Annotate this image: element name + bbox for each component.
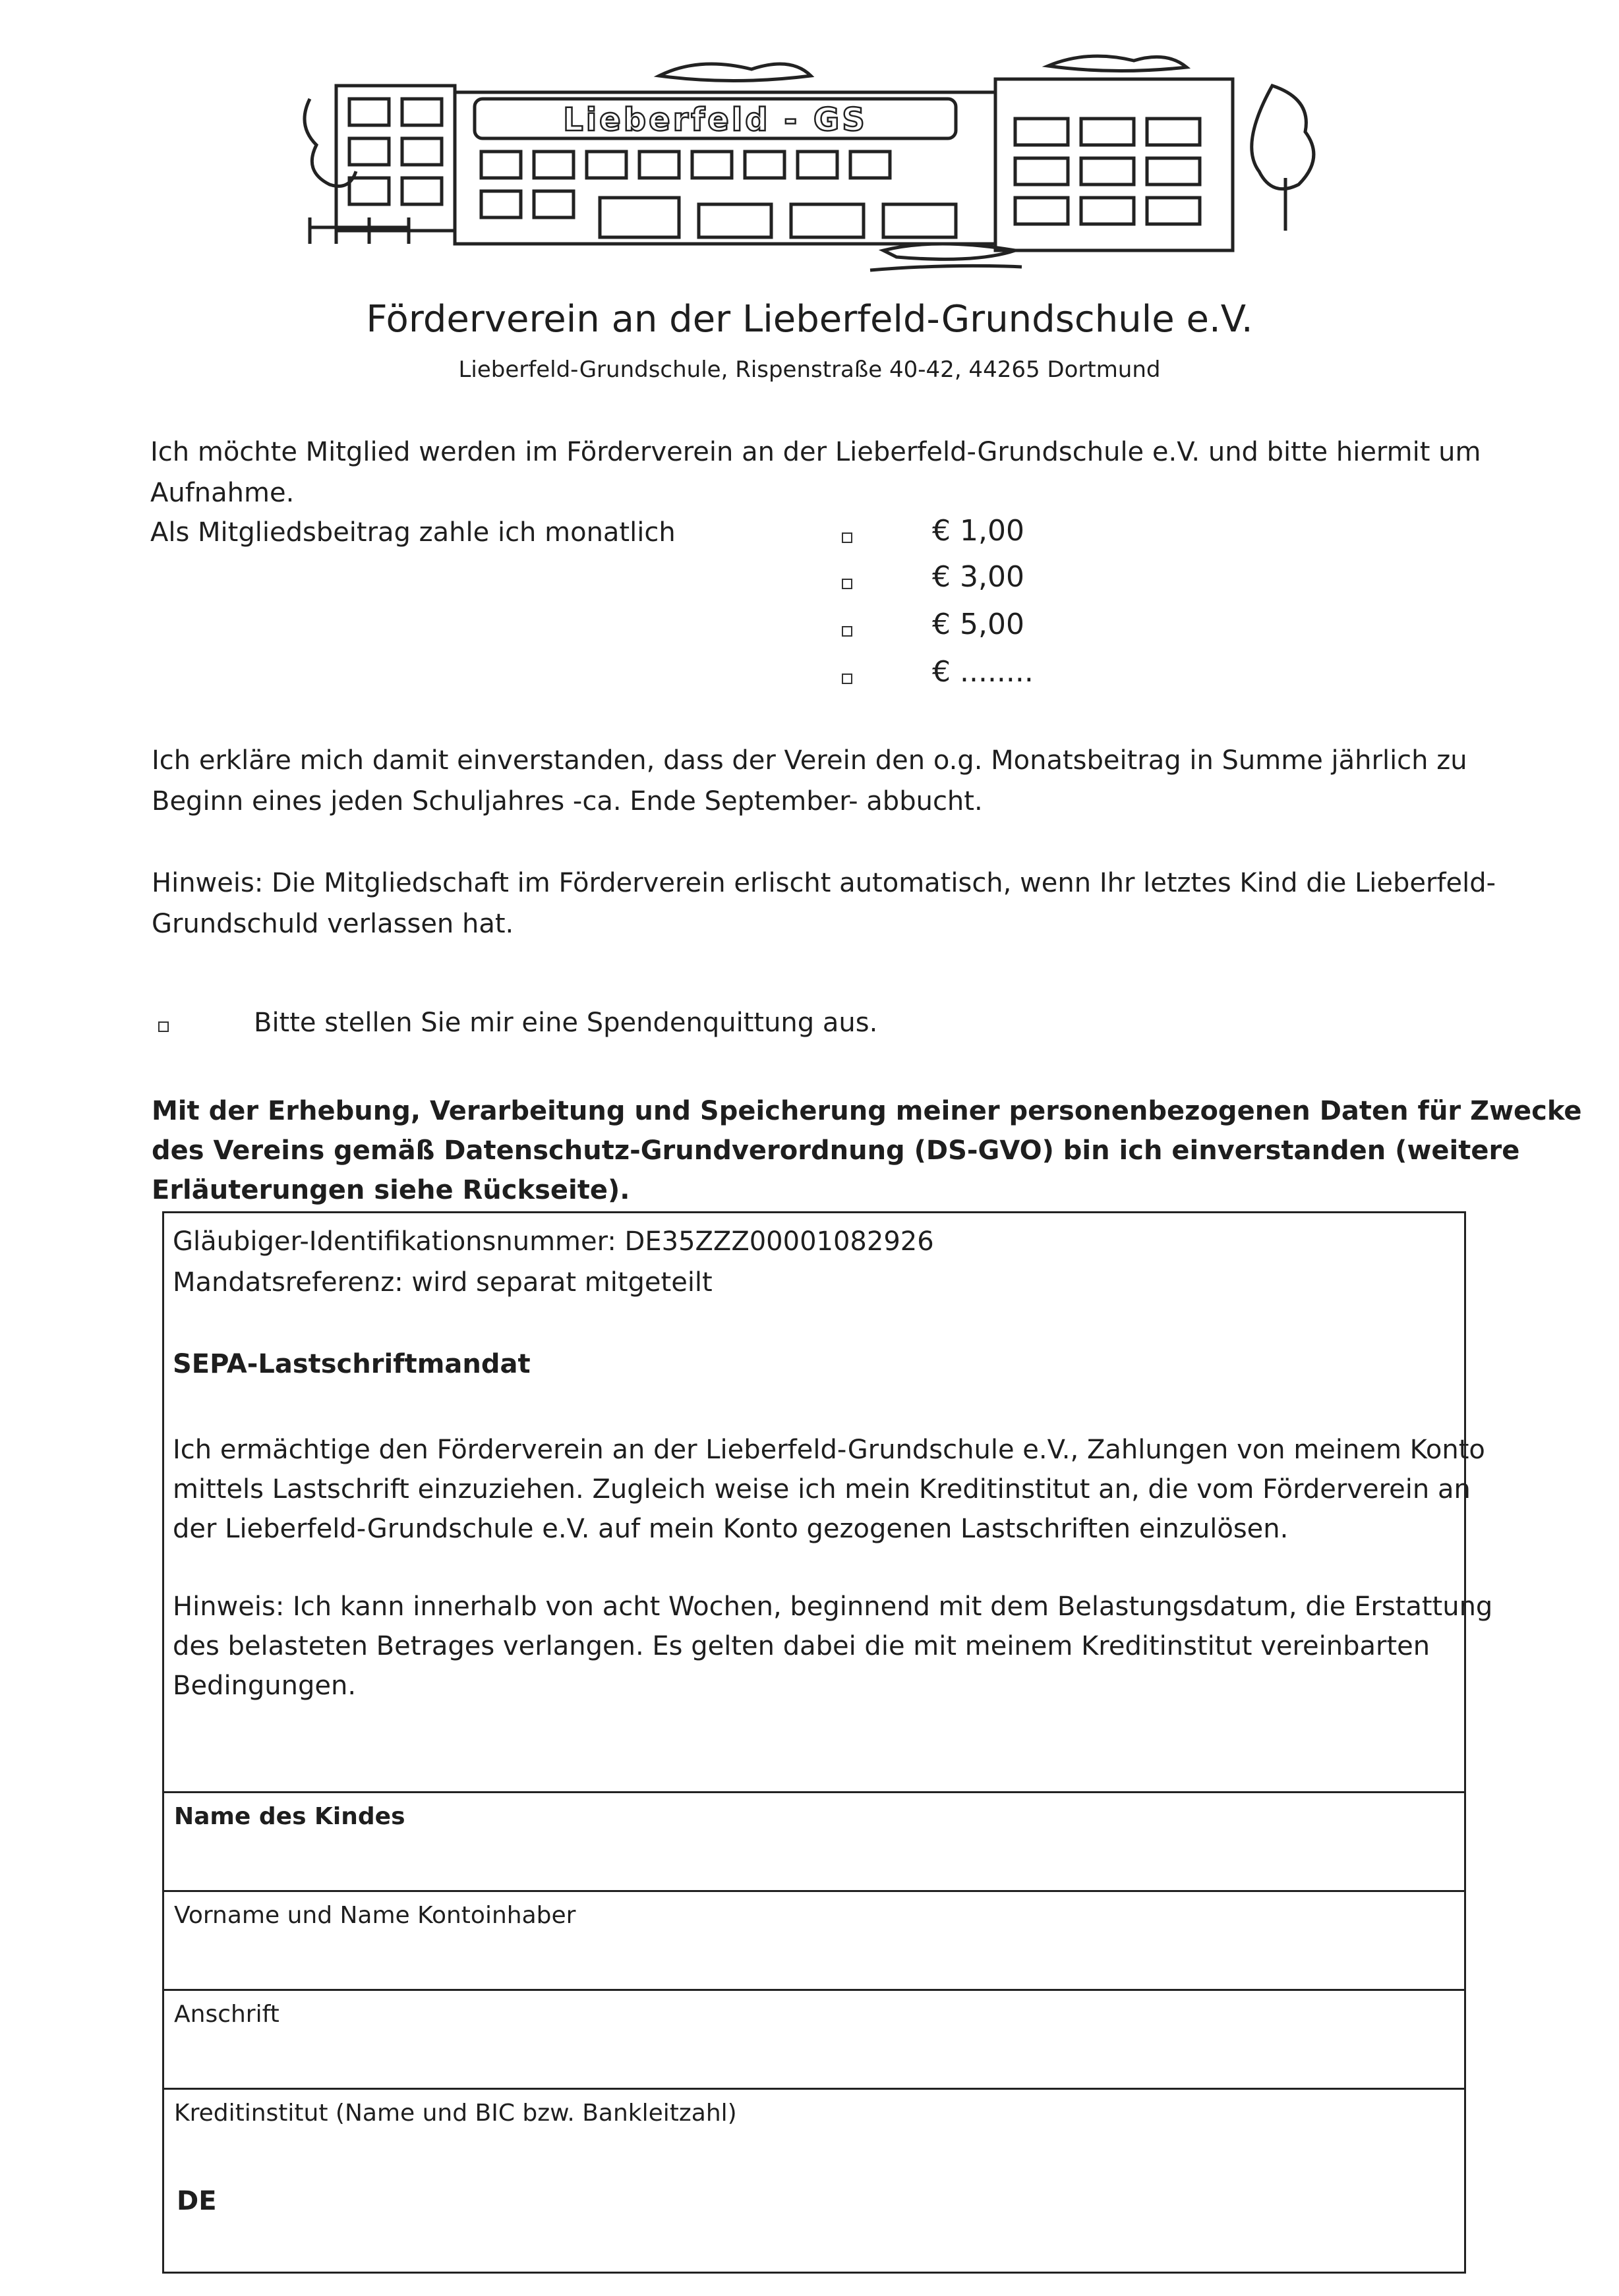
address-label: Anschrift — [174, 2001, 280, 2028]
sepa-auth-line2: mittels Lastschrift einzuziehen. Zugleich weise ich mein Kreditinstitut an, die vom Förderverein an — [173, 1474, 1471, 1505]
logo-lettering: Lieberfeld - GS — [563, 101, 868, 138]
fee-option-3-label: € 3,00 — [932, 560, 1024, 594]
account-holder-field[interactable] — [164, 1937, 1464, 1988]
fee-option-3-checkbox[interactable] — [842, 579, 852, 589]
bank-label: Kreditinstitut (Name und BIC bzw. Bankleitzahl) — [174, 2100, 737, 2127]
fee-option-5-label: € 5,00 — [932, 608, 1024, 641]
divider-address — [162, 1989, 1466, 1991]
fee-option-1-checkbox[interactable] — [842, 532, 852, 543]
divider-bank — [162, 2088, 1466, 2090]
address-field[interactable] — [164, 2036, 1464, 2086]
sepa-hint-line1: Hinweis: Ich kann innerhalb von acht Wochen, beginnend mit dem Belastungsdatum, die Erstattung — [173, 1592, 1493, 1622]
divider-child-name — [162, 1791, 1466, 1793]
fee-option-1-label: € 1,00 — [932, 514, 1024, 548]
notice-line2: Grundschuld verlassen hat. — [152, 909, 514, 939]
page-title: Förderverein an der Lieberfeld-Grundschule e.V. — [366, 298, 1253, 341]
account-holder-label: Vorname und Name Kontoinhaber — [174, 1902, 576, 1929]
consent-line1: Ich erkläre mich damit einverstanden, dass der Verein den o.g. Monatsbeitrag in Summe jährlich zu — [152, 745, 1467, 776]
iban-prefix: DE — [177, 2186, 217, 2216]
creditor-id: Gläubiger-Identifikationsnummer: DE35ZZZ00001082926 — [173, 1226, 934, 1257]
notice-line1: Hinweis: Die Mitgliedschaft im Förderverein erlischt automatisch, wenn Ihr letztes Kind die Lieberfeld- — [152, 868, 1496, 898]
fee-option-5-checkbox[interactable] — [842, 626, 852, 637]
membership-intro-line1: Ich möchte Mitglied werden im Förderverein an der Lieberfeld-Grundschule e.V. und bitte hiermit um — [150, 437, 1481, 467]
gdpr-line1: Mit der Erhebung, Verarbeitung und Speicherung meiner personenbezogenen Daten für Zwecke — [152, 1096, 1582, 1126]
mandate-reference: Mandatsreferenz: wird separat mitgeteilt — [173, 1267, 713, 1298]
sepa-auth-line3: der Lieberfeld-Grundschule e.V. auf mein Konto gezogenen Lastschriften einzulösen. — [173, 1514, 1289, 1544]
divider-account-holder — [162, 1890, 1466, 1892]
iban-field[interactable] — [224, 2175, 1457, 2227]
sepa-auth-line1: Ich ermächtige den Förderverein an der Lieberfeld-Grundschule e.V., Zahlungen von meinem Konto — [173, 1435, 1485, 1465]
donation-receipt-label: Bitte stellen Sie mir eine Spendenquittung aus. — [254, 1008, 878, 1038]
child-name-field[interactable] — [164, 1839, 1464, 1889]
school-address: Lieberfeld-Grundschule, Rispenstraße 40-42, 44265 Dortmund — [458, 357, 1161, 383]
consent-line2: Beginn eines jeden Schuljahres -ca. Ende September- abbucht. — [152, 786, 983, 817]
sepa-hint-line3: Bedingungen. — [173, 1671, 357, 1701]
fee-option-custom-label: € ........ — [932, 655, 1034, 689]
sepa-hint-line2: des belasteten Betrages verlangen. Es gelten dabei die mit meinem Kreditinstitut vereinbarten — [173, 1631, 1430, 1661]
sepa-heading: SEPA-Lastschriftmandat — [173, 1349, 531, 1379]
gdpr-line3: Erläuterungen siehe Rückseite). — [152, 1175, 630, 1205]
fee-option-custom-checkbox[interactable] — [842, 674, 852, 684]
donation-receipt-checkbox[interactable] — [158, 1021, 169, 1032]
gdpr-line2: des Vereins gemäß Datenschutz-Grundverordnung (DS-GVO) bin ich einverstanden (weitere — [152, 1135, 1520, 1166]
child-name-label: Name des Kindes — [174, 1803, 405, 1830]
fee-label: Als Mitgliedsbeitrag zahle ich monatlich — [150, 517, 676, 548]
membership-intro-line2: Aufnahme. — [150, 478, 295, 508]
school-building-logo — [290, 46, 1358, 290]
